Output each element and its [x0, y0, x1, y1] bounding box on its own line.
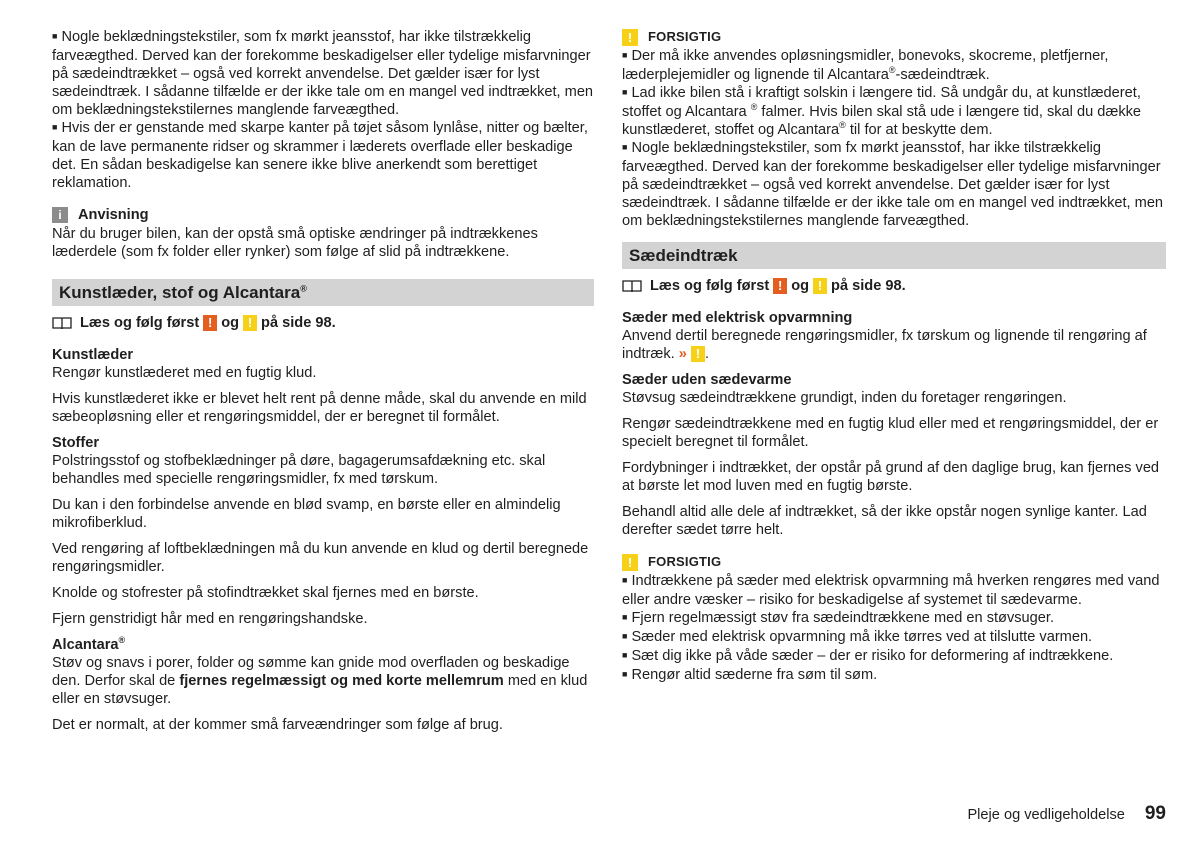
caution-icon: ! [622, 29, 638, 46]
caution-icon[interactable]: ! [691, 346, 705, 362]
seats-p2: Rengør sædeindtrækkene med en fugtig klud eller med et rengøringsmiddel, der er specielt beregnet til formålet. [622, 416, 1159, 450]
left-column [52, 28, 594, 742]
ref-conj: og [791, 278, 810, 294]
alcantara-heading [52, 636, 594, 654]
alcantara-p1-b: med en klud eller en støvsuger. [52, 673, 588, 707]
page-footer [967, 805, 1166, 824]
section-title-kunstlaeder [52, 279, 594, 306]
stoffer-p5: Fjern genstridigt hår med en rengøringshandske. [52, 611, 368, 627]
alcantara-p1-bold: fjernes regelmæssigt og med korte mellemrum [179, 673, 504, 689]
warning-icon[interactable]: ! [773, 278, 787, 294]
caution-icon[interactable]: ! [813, 278, 827, 294]
caution1-bullet-2 [622, 84, 1166, 139]
caution2-bullet-3: ■ Sæder med elektrisk opvarmning må ikke tørres ved at tilslutte varmen. [622, 628, 1166, 647]
alcantara-p1-a: Støv og snavs i porer, folder og sømme kan gnide mod overfladen og beskadige den. Derfor skal de [52, 655, 570, 689]
ref-prefix: Læs og følg først [650, 278, 770, 294]
heated-seats-p: Anvend dertil beregnede rengøringsmidler, fx tørskum og lignende til rengøring af indtræk. » ! . [622, 328, 1147, 362]
caution1-bullet-3: ■ Nogle beklædningstekstiler, som fx mørkt jeansstof, har ikke tilstrækkelig farveægthed. Derved kan der forekomme beskadigelser eller tydelige misfarvninger på sædeindtrækket – også ved korrekt anvendelse. Det gælder især for lyst sædeindtræk. I sådanne tilfælde er der ikke tale om en mangel ved indtrækket, men om beklædningstekstilernes manglende farveægthed. [622, 139, 1166, 230]
heated-seats-heading: Sæder med elektrisk opvarmning [622, 310, 853, 326]
unheated-seats-heading: Sæder uden sædevarme [622, 372, 792, 388]
ref-suffix: på side 98. [831, 278, 906, 294]
intro-bullet-2: ■ Hvis der er genstande med skarpe kanter på tøjet såsom lynlåse, nitter og bælter, kan de lave permanente ridser og skrammer i læderets overflade eller beskadige det. En sådan beskadigelse kan senere ikke blive anerkendt som berettiget reklamation. [52, 119, 594, 192]
registered-mark: ® [300, 283, 307, 294]
intro-bullets [52, 28, 594, 192]
note-text: Når du bruger bilen, kan der opstå små optiske ændringer på indtrækkenes læderdele (som fx folder eller rynker) som følge af slid på indtrækkene. [52, 226, 538, 260]
kunstlaeder-p1: Rengør kunstlæderet med en fugtig klud. [52, 365, 317, 381]
stoffer-p2: Du kan i den forbindelse anvende en blød svamp, en børste eller en almindelig mikrofiberklud. [52, 497, 561, 531]
caution1-bullet-1 [622, 47, 1166, 84]
note-box [52, 206, 594, 261]
ref-suffix: på side 98. [261, 315, 336, 331]
caution2-bullet-5: ■ Rengør altid sæderne fra søm til søm. [622, 666, 1166, 685]
reference-line [52, 314, 594, 332]
caution2-bullet-4: ■ Sæt dig ikke på våde sæder – der er risiko for deformering af indtrækkene. [622, 647, 1166, 666]
caution-icon: ! [622, 554, 638, 571]
kunstlaeder-heading: Kunstlæder [52, 347, 134, 363]
kunstlaeder-p2: Hvis kunstlæderet ikke er blevet helt rent på denne måde, skal du anvende en mild sæbeopløsning eller et rengøringsmiddel, der er beregnet til formålet. [52, 391, 587, 425]
alcantara-p1 [52, 654, 594, 708]
registered-mark: ® [839, 120, 846, 131]
caution2-bullet-2: ■ Fjern regelmæssigt støv fra sædeindtrækkene med en støvsuger. [622, 609, 1166, 628]
registered-mark: ® [750, 102, 758, 113]
caution2-bullet-1: ■ Indtrækkene på sæder med elektrisk opvarmning må hverken rengøres med vand eller andre væsker – risiko for beskadigelse af systemet til sædevarme. [622, 572, 1166, 609]
caution-title-row [622, 28, 1166, 46]
caution1-b2-c: til for at beskytte dem. [845, 122, 993, 138]
caution1-b2-a: Lad ikke bilen stå i kraftigt solskin i længere tid. Så undgår du, at kunstlæderet, stoffet og Alcantara [622, 85, 1141, 120]
caution1-b1-b: -sædeindtræk. [895, 67, 990, 83]
unheated-seats-p1: Støvsug sædeindtrækkene grundigt, inden du foretager rengøringen. [622, 390, 1067, 406]
ref-conj: og [221, 315, 240, 331]
caution1-b1-a: Der må ikke anvendes opløsningsmidler, bonevoks, skocreme, pletfjerner, læderplejemidler og lignende til Alcantara [622, 48, 1109, 83]
note-title: Anvisning [78, 207, 149, 223]
caution-title: FORSIGTIG [648, 29, 722, 44]
chapter-title: Pleje og vedligeholdelse [967, 807, 1125, 823]
alcantara-heading-text: Alcantara [52, 637, 119, 653]
info-icon: i [52, 207, 68, 223]
stoffer-heading: Stoffer [52, 435, 100, 451]
book-icon [622, 279, 642, 293]
book-icon [52, 316, 72, 330]
seats-p3: Fordybninger i indtrækket, der opstår på grund af den daglige brug, kan fjernes ved at børste let mod luven med en fugtig børste. [622, 460, 1160, 494]
right-column [622, 28, 1166, 693]
caution-box-1 [622, 28, 1166, 230]
alcantara-p2: Det er normalt, at der kommer små farveændringer som følge af brug. [52, 717, 503, 733]
caution-title-row [622, 553, 1166, 571]
note-title-row [52, 206, 594, 224]
reference-line [622, 277, 1166, 295]
intro-bullet-1: ■ Nogle beklædningstekstiler, som fx mørkt jeansstof, har ikke tilstrækkelig farveægthed. Derved kan der forekomme beskadigelser eller tydelige misfarvninger på sædeindtrækket – også ved korrekt anvendelse. Det gælder især for lyst sædeindtræk. I sådanne tilfælde er der ikke tale om en mangel ved indtrækket, men om beklædningstekstilernes manglende farveægthed. [52, 28, 594, 119]
section-title-text: Kunstlæder, stof og Alcantara [59, 283, 301, 302]
caution-box-2 [622, 553, 1166, 685]
reference-arrow[interactable]: » [678, 346, 687, 362]
section-title-text: Sædeindtræk [629, 246, 738, 265]
caution-title: FORSIGTIG [648, 554, 722, 569]
stoffer-p4: Knolde og stofrester på stofindtrækket skal fjernes med en børste. [52, 585, 479, 601]
registered-mark: ® [888, 65, 896, 76]
stoffer-p1: Polstringsstof og stofbeklædninger på døre, bagagerumsafdækning etc. skal behandles med specielle rengøringsmidler, fx med tørskum. [52, 453, 546, 487]
registered-mark: ® [118, 635, 126, 646]
stoffer-p3: Ved rengøring af loftbeklædningen må du kun anvende en klud og dertil beregnede rengøringsmidler. [52, 541, 589, 575]
ref-prefix: Læs og følg først [80, 315, 200, 331]
caution1-b2-b: falmer. Hvis bilen skal stå ude i længere tid, skal du dække kunstlæderet, stoffet og Alcantara [622, 104, 1142, 138]
page-number: 99 [1144, 803, 1166, 824]
seats-p4: Behandl altid alle dele af indtrækket, så der ikke opstår nogen synlige kanter. Lad derefter sædet tørre helt. [622, 504, 1147, 538]
section-title-saedeindtraek [622, 242, 1166, 269]
caution-icon[interactable]: ! [243, 315, 257, 331]
heated-seats-text: Anvend dertil beregnede rengøringsmidler, fx tørskum og lignende til rengøring af indtræk. [622, 328, 1147, 362]
warning-icon[interactable]: ! [203, 315, 217, 331]
